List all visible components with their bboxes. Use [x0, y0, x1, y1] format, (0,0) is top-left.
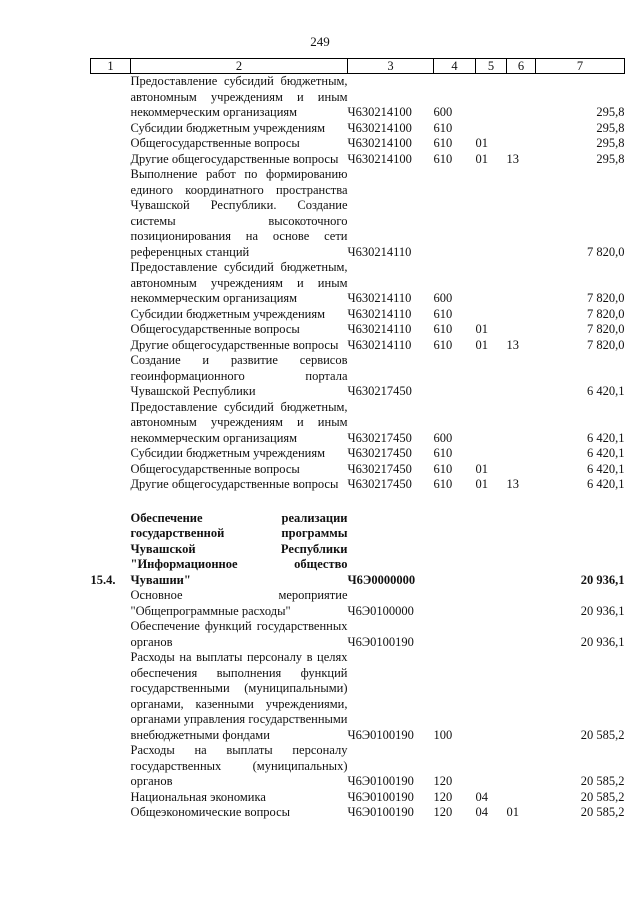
row-index: [91, 260, 131, 307]
table-row: [91, 650, 625, 743]
row-expense-type: 610: [433, 322, 453, 336]
row-amount: 295,8: [596, 136, 625, 150]
row-amount: 6 420,1: [587, 477, 625, 491]
row-name: Расходы на выплаты персоналу в целях обеспечения выполнения функций государственными (муниципальными) органами, казенными учреждениями, органами управления государственными внебюджетными фондами: [130, 650, 348, 742]
row-index: [91, 588, 131, 619]
row-amount: 20 585,2: [580, 774, 625, 788]
row-name: Субсидии бюджетным учреждениям: [130, 446, 326, 460]
row-amount: 295,8: [596, 151, 625, 166]
row-subsection: [507, 446, 536, 462]
row-section: [476, 650, 507, 743]
row-expense-type: 120: [433, 789, 453, 804]
row-section: 01: [475, 477, 488, 491]
row-section: 01: [475, 461, 488, 476]
row-section: [476, 260, 507, 307]
table-row: [91, 152, 625, 168]
table-row: [91, 167, 625, 260]
column-header: 1: [91, 59, 131, 74]
row-section: [476, 307, 507, 323]
row-index: [91, 74, 131, 121]
row-index: [91, 805, 131, 821]
row-name: Общегосударственные вопросы: [130, 461, 300, 476]
row-code: Ч6Э0100190: [347, 805, 414, 819]
spacer-cell: [91, 493, 625, 511]
table-row: [91, 446, 625, 462]
row-index: [91, 322, 131, 338]
row-index: [91, 619, 131, 650]
row-code: Ч6Э0100190: [347, 727, 414, 742]
row-code: Ч630217450: [347, 446, 412, 460]
row-subsection: [507, 167, 536, 260]
row-expense-type: 610: [433, 461, 453, 476]
row-expense-type: 600: [433, 430, 453, 445]
row-code: Ч630214100: [347, 120, 412, 135]
row-amount: 7 820,0: [587, 322, 625, 336]
row-section: [476, 121, 507, 137]
row-amount: 20 936,1: [580, 634, 625, 649]
row-amount: 20 936,1: [580, 603, 625, 618]
row-subsection: 13: [506, 151, 519, 166]
row-amount: 6 420,1: [587, 430, 625, 445]
row-section: 04: [475, 789, 488, 804]
row-expense-type: [434, 511, 476, 589]
row-code: Ч630214100: [347, 151, 412, 166]
row-name: Субсидии бюджетным учреждениям: [130, 120, 326, 135]
row-index: [91, 650, 131, 743]
row-name: Создание и развитие сервисов геоинформационного портала Чувашской Республики: [130, 353, 348, 398]
row-name: Предоставление субсидий бюджетным, автономным учреждениям и иным некоммерческим организациям: [130, 74, 348, 119]
row-name: Национальная экономика: [130, 789, 266, 804]
row-index: [91, 152, 131, 168]
table-row: [91, 805, 625, 821]
row-index: [91, 307, 131, 323]
row-section: 04: [475, 805, 488, 819]
row-index: [91, 743, 131, 790]
row-name: Другие общегосударственные вопросы: [130, 151, 339, 166]
column-header: 6: [507, 59, 536, 74]
table-row: [91, 322, 625, 338]
row-name: Другие общегосударственные вопросы: [130, 337, 339, 352]
row-expense-type: [434, 167, 476, 260]
row-amount: 295,8: [596, 120, 625, 135]
row-amount: 20 585,2: [580, 789, 625, 804]
row-code: Ч6Э0100000: [347, 603, 414, 618]
row-amount: 20 585,2: [580, 727, 625, 742]
row-section: [476, 167, 507, 260]
row-subsection: [507, 260, 536, 307]
row-subsection: 01: [506, 805, 519, 819]
row-expense-type: 120: [433, 805, 453, 819]
column-header: 4: [434, 59, 476, 74]
row-expense-type: [434, 353, 476, 400]
row-subsection: [507, 743, 536, 790]
row-name: Предоставление субсидий бюджетным, автономным учреждениям и иным некоммерческим организациям: [130, 260, 348, 305]
table-row: [91, 136, 625, 152]
row-subsection: [507, 74, 536, 121]
row-code: Ч630214110: [347, 244, 412, 259]
row-subsection: [507, 462, 536, 478]
row-code: Ч6Э0100190: [347, 789, 414, 804]
row-section: [476, 511, 507, 589]
row-code: Ч6Э0100190: [347, 634, 414, 649]
row-index: [91, 353, 131, 400]
table-row: [91, 260, 625, 307]
row-index: [91, 338, 131, 354]
budget-table-body: [91, 59, 625, 821]
row-name: Предоставление субсидий бюджетным, автономным учреждениям и иным некоммерческим организациям: [130, 399, 348, 445]
row-code: Ч630217450: [347, 384, 412, 398]
row-subsection: 13: [506, 477, 519, 491]
row-name: Общегосударственные вопросы: [130, 322, 300, 336]
row-index: [91, 136, 131, 152]
row-expense-type: 610: [433, 120, 453, 135]
row-subsection: [507, 400, 536, 447]
section-spacer: [91, 493, 625, 511]
row-code: Ч630214100: [347, 105, 412, 119]
row-index: [91, 790, 131, 806]
budget-table: [90, 58, 625, 821]
row-section: 01: [475, 322, 488, 336]
table-row: [91, 790, 625, 806]
column-number-header-row: [91, 59, 625, 74]
row-code: Ч630217450: [347, 477, 412, 491]
row-subsection: [507, 790, 536, 806]
row-index: [91, 446, 131, 462]
table-row: [91, 353, 625, 400]
row-expense-type: 610: [433, 477, 453, 491]
table-row: [91, 121, 625, 137]
row-expense-type: 610: [433, 446, 453, 460]
column-header: 5: [476, 59, 507, 74]
table-row: [91, 462, 625, 478]
row-expense-type: 100: [433, 727, 453, 742]
row-index: [91, 167, 131, 260]
row-code: Ч630217450: [347, 461, 412, 476]
table-row: [91, 511, 625, 589]
row-code: Ч630214110: [347, 337, 412, 352]
row-subsection: [507, 511, 536, 589]
row-section: 01: [475, 337, 488, 352]
column-header: 7: [536, 59, 625, 74]
row-expense-type: 610: [433, 306, 453, 321]
row-amount: 7 820,0: [587, 244, 625, 259]
row-subsection: [507, 307, 536, 323]
row-expense-type: 600: [433, 105, 453, 119]
row-expense-type: 610: [433, 136, 453, 150]
table-row: [91, 74, 625, 121]
row-section: 01: [475, 151, 488, 166]
row-section: [476, 743, 507, 790]
row-index: [91, 462, 131, 478]
row-amount: 7 820,0: [587, 306, 625, 321]
row-amount: 20 936,1: [580, 572, 625, 587]
row-code: Ч630214110: [347, 322, 412, 336]
row-name: Основное мероприятие "Общепрограммные расходы": [130, 588, 348, 618]
row-name: Обеспечение реализации государственной программы Чувашской Республики "Информационное общество Чувашии": [130, 510, 348, 587]
row-index: [91, 121, 131, 137]
row-code: Ч630217450: [347, 430, 412, 445]
row-section: [476, 400, 507, 447]
row-code: Ч6Э0100190: [347, 774, 414, 788]
row-amount: 295,8: [596, 105, 625, 119]
row-section: [476, 74, 507, 121]
row-section: [476, 353, 507, 400]
row-expense-type: [434, 588, 476, 619]
row-name: Обеспечение функций государственных органов: [130, 619, 348, 649]
row-section: 01: [475, 136, 488, 150]
row-code: Ч630214100: [347, 136, 412, 150]
row-subsection: [507, 121, 536, 137]
row-amount: 20 585,2: [580, 805, 625, 819]
row-expense-type: [434, 619, 476, 650]
row-amount: 6 420,1: [587, 384, 625, 398]
row-index: 15.4.: [90, 572, 116, 587]
row-index: [91, 477, 131, 493]
row-amount: 7 820,0: [587, 291, 625, 305]
row-subsection: [507, 322, 536, 338]
row-amount: 6 420,1: [587, 461, 625, 476]
row-code: Ч6Э0000000: [347, 572, 416, 587]
table-row: [91, 619, 625, 650]
column-header: 2: [131, 59, 348, 74]
row-name: Общеэкономические вопросы: [130, 805, 291, 819]
row-expense-type: 610: [433, 337, 453, 352]
row-name: Общегосударственные вопросы: [130, 136, 300, 150]
row-expense-type: 600: [433, 291, 453, 305]
row-index: [91, 400, 131, 447]
row-name: Выполнение работ по формированию единого координатного пространства Чувашской Республики. Создание системы высокоточного позиционирования на основе сети референцных станций: [130, 167, 348, 259]
table-row: [91, 338, 625, 354]
row-expense-type: 610: [433, 151, 453, 166]
table-row: [91, 477, 625, 493]
row-subsection: [507, 353, 536, 400]
row-section: [476, 619, 507, 650]
row-name: Другие общегосударственные вопросы: [130, 477, 339, 491]
row-amount: 6 420,1: [587, 446, 625, 460]
row-subsection: [507, 650, 536, 743]
row-amount: 7 820,0: [587, 337, 625, 352]
table-row: [91, 588, 625, 619]
row-expense-type: 120: [433, 774, 453, 788]
column-header: 3: [348, 59, 434, 74]
row-name: Расходы на выплаты персоналу государственных (муниципальных) органов: [130, 743, 348, 788]
row-subsection: [507, 619, 536, 650]
table-row: [91, 307, 625, 323]
table-row: [91, 400, 625, 447]
page-number: 249: [310, 34, 330, 49]
table-row: [91, 743, 625, 790]
row-section: [476, 588, 507, 619]
row-code: Ч630214110: [347, 306, 412, 321]
row-name: Субсидии бюджетным учреждениям: [130, 306, 326, 321]
row-subsection: 13: [506, 337, 519, 352]
row-section: [476, 446, 507, 462]
row-subsection: [507, 136, 536, 152]
row-subsection: [507, 588, 536, 619]
row-code: Ч630214110: [347, 291, 412, 305]
